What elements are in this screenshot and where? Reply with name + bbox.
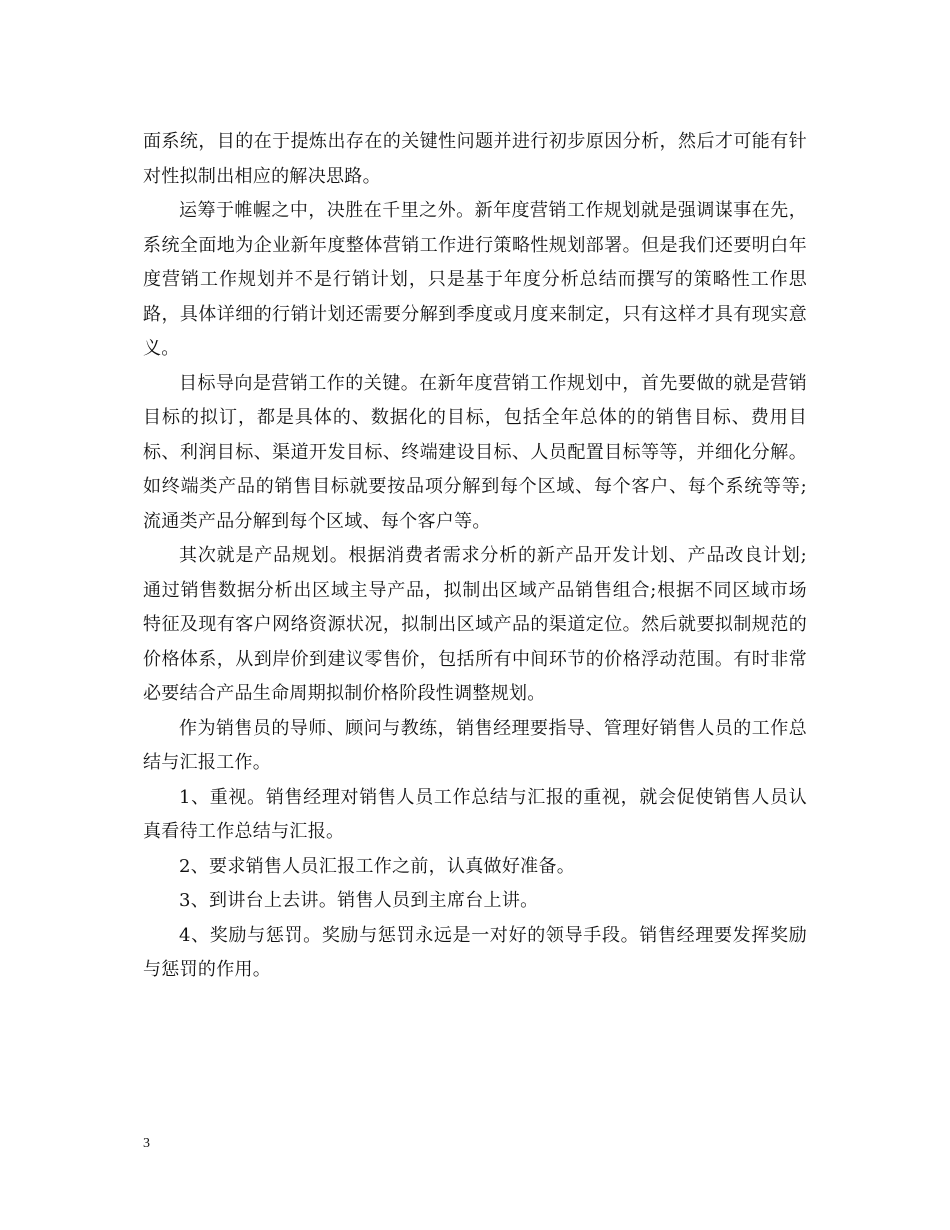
paragraph-planning-strategy: 运筹于帷幄之中，决胜在千里之外。新年度营销工作规划就是强调谋事在先，系统全面地为企业新年度整体营销工作进行策略性规划部署。但是我们还要明白年度营销工作规划并不是行销计划，只是基于年度分析总结而撰写的策略性工作思路，具体详细的行销计划还需要分解到季度或月度来制定，只有这样才具有现实意义。 — [143, 200, 807, 359]
paragraph-sales-manager-role: 作为销售员的导师、顾问与教练，销售经理要指导、管理好销售人员的工作总结与汇报工作。 — [143, 717, 807, 773]
paragraph-product-planning: 其次就是产品规划。根据消费者需求分析的新产品开发计划、产品改良计划;通过销售数据分析出区域主导产品，拟制出区域产品销售组合;根据不同区域市场特征及现有客户网络资源状况，拟制出区域产品的渠道定位。然后就要拟制规范的价格体系，从到岸价到建议零售价，包括所有中间环节的价格浮动范围。有时非常必要结合产品生命周期拟制价格阶段性调整规划。 — [143, 545, 807, 704]
paragraph-goal-orientation: 目标导向是营销工作的关键。在新年度营销工作规划中，首先要做的就是营销目标的拟订，都是具体的、数据化的目标，包括全年总体的的销售目标、费用目标、利润目标、渠道开发目标、终端建设目标、人员配置目标等等，并细化分解。如终端类产品的销售目标就要按品项分解到每个区域、每个客户、每个系统等等;流通类产品分解到每个区域、每个客户等。 — [143, 372, 807, 532]
paragraph-continuation: 面系统，目的在于提炼出存在的关键性问题并进行初步原因分析，然后才可能有针对性拟制出相应的解决思路。 — [143, 131, 807, 187]
list-item-3: 3、到讲台上去讲。销售人员到主席台上讲。 — [179, 890, 539, 911]
list-item-4: 4、奖励与惩罚。奖励与惩罚永远是一对好的领导手段。销售经理要发挥奖励与惩罚的作用。 — [143, 924, 807, 980]
document-body — [143, 125, 807, 988]
list-item-2: 2、要求销售人员汇报工作之前，认真做好准备。 — [179, 855, 576, 877]
list-item-1: 1、重视。销售经理对销售人员工作总结与汇报的重视，就会促使销售人员认真看待工作总结与汇报。 — [143, 786, 807, 842]
page-number: 3 — [143, 1136, 150, 1151]
